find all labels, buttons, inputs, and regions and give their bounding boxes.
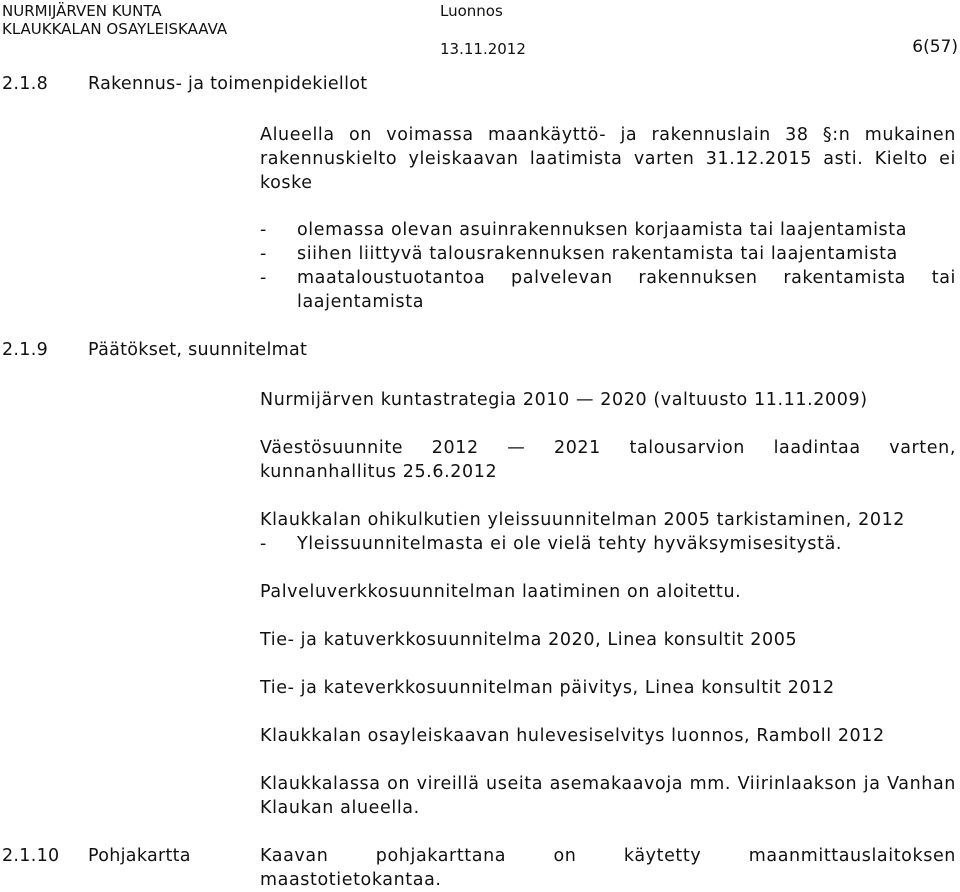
section-heading — [2, 846, 191, 866]
document-date: 13.11.2012 — [440, 40, 526, 58]
section-number: 2.1.10 — [2, 846, 60, 866]
list-item-text: Yleissuunnitelmasta ei ole vielä tehty hyväksymisesitystä. — [297, 534, 843, 554]
list-item — [260, 242, 956, 266]
paragraph: Klaukkalan osayleiskaavan hulevesiselvitys luonnos, Ramboll 2012 — [260, 726, 885, 746]
paragraph: Väestösuunnite 2012 — 2021 talousarvion laadintaa varten, kunnanhallitus 25.6.2012 — [260, 438, 956, 482]
section-heading — [2, 340, 307, 360]
paragraph: Kaavan pohjakarttana on käytetty maanmittauslaitoksen maastotietokantaa. — [260, 846, 956, 890]
list-item-text: maataloustuotantoa palvelevan rakennuksen rakentamista tai laajentamista — [297, 268, 956, 312]
paragraph: Palveluverkkosuunnitelman laatiminen on aloitettu. — [260, 582, 742, 602]
list-item-text: olemassa olevan asuinrakennuksen korjaamista tai laajentamista — [297, 220, 908, 240]
list-item-text: siihen liittyvä talousrakennuksen rakentamista tai laajentamista — [297, 244, 898, 264]
paragraph: Klaukkalan ohikulkutien yleissuunnitelman 2005 tarkistaminen, 2012 — [260, 510, 906, 530]
list-dash: - — [260, 220, 267, 240]
list-dash: - — [260, 534, 267, 554]
section-title: Rakennus- ja toimenpidekiellot — [88, 74, 368, 94]
section-heading — [2, 74, 367, 94]
paragraph: Klaukkalassa on vireillä useita asemakaavoja mm. Viirinlaakson ja Vanhan Klaukan alueella. — [260, 774, 956, 818]
section-title: Päätökset, suunnitelmat — [88, 340, 308, 360]
paragraph: Tie- ja katuverkkosuunnitelma 2020, Linea konsultit 2005 — [260, 630, 798, 650]
paragraph: Tie- ja kateverkkosuunnitelman päivitys, Linea konsultit 2012 — [260, 678, 835, 698]
paragraph: Nurmijärven kuntastrategia 2010 — 2020 (valtuusto 11.11.2009) — [260, 390, 868, 410]
paragraph: Alueella on voimassa maankäyttö- ja rakennuslain 38 §:n mukainen rakennuskielto yleiskaavan laatimista varten 31.12.2015 asti. Kielto ei koske — [260, 125, 956, 193]
page-number: 6(57) — [912, 37, 958, 57]
list-dash: - — [260, 268, 267, 288]
section-number: 2.1.8 — [2, 74, 49, 94]
list-item — [260, 532, 956, 556]
document-status: Luonnos — [440, 2, 503, 20]
document-name: KLAUKKALAN OSAYLEISKAAVA — [2, 20, 228, 38]
list-item — [260, 218, 956, 242]
section-number: 2.1.9 — [2, 340, 49, 360]
list-dash: - — [260, 244, 267, 264]
section-title: Pohjakartta — [88, 846, 191, 866]
list-item — [260, 266, 956, 314]
organization-name: NURMIJÄRVEN KUNTA — [2, 2, 162, 20]
